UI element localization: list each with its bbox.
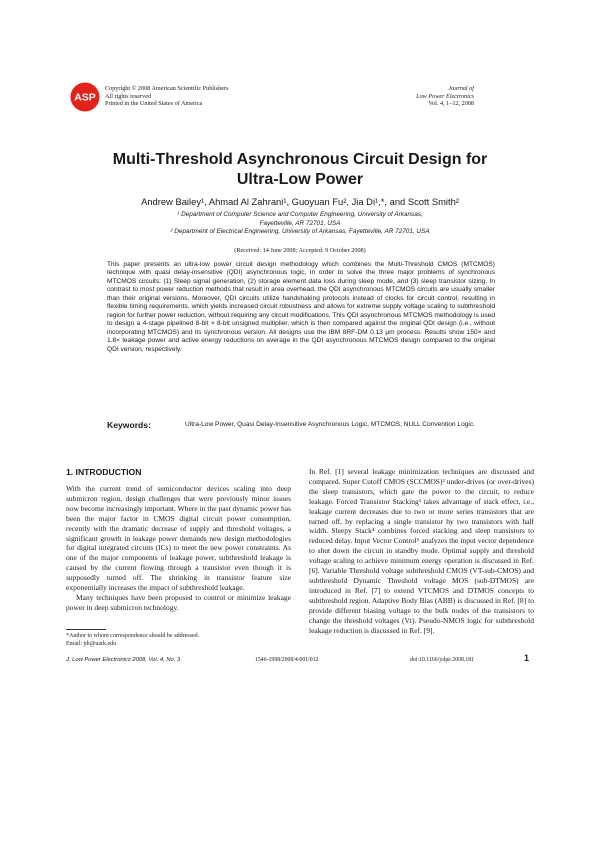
footer-issn: 1546-1998/2008/4/001/012 (255, 657, 319, 663)
affiliation-1: ¹ Department of Computer Science and Computer Engineering, University of Arkansas, (177, 211, 423, 218)
intro-paragraph-1: With the current trend of semiconductor devices scaling into deep submicron region, design challenges that were previously minor issues now become increasingly important. Where in the past dynamic power has been the major factor in CMOS digital circuit power consumption, recently with the dramatic decrease of supply and threshold voltages, a significant growth in leakage power demands new design methodologies for digital integrated circuits (ICs) to meet the new power constraints. As one of the major components of leakage power, subthreshold leakage is caused by the current flowing through a transistor even though it is supposedly turned off. The shrinking in transistor feature size exponentially increases the impact of subthreshold leakage. (66, 484, 291, 593)
paper-title (60, 150, 540, 190)
footnote (66, 633, 199, 648)
copyright-line: Copyright © 2008 American Scientific Publishers (105, 85, 229, 92)
asp-logo (70, 82, 100, 112)
title-line-2: Ultra-Low Power (236, 171, 364, 188)
volume-line: Vol. 4, 1–12, 2008 (428, 100, 474, 108)
authors: Andrew Bailey¹, Ahmad Al Zahrani¹, Guoyuan Fu², Jia Di¹,*, and Scott Smith² (141, 196, 459, 207)
footer-doi: doi:10.1166/jolpe.2008.181 (410, 657, 475, 663)
footnote-author: *Author to whom correspondence should be addressed. (66, 633, 200, 639)
footer-journal: J. Low Power Electronics 2008, Vol. 4, No. 3 (66, 657, 181, 663)
rights-line: All rights reserved (105, 92, 152, 100)
journal-info (416, 85, 474, 108)
intro-paragraph-3: In Ref. [1] several leakage minimization techniques are discussed and compared. Super Cutoff CMOS (SCCMOS)² under-drives (or over-drives) the sleep transistors, which gate the power to the circuit, to reduce leakage. Forced Transistor Stacking³ takes advantage of stack effect, i.e., leakage current decreases due to two or more series transistors that are turned off, by replacing a single transistor by two transistors with half width. Sleepy Stack⁴ combines forced stacking and sleep transistors to reduced delay. Input Vector Control⁵ analyzes the input vector dependence to shut down the circuit in standby mode. Optimal supply and threshold voltage scaling to achieve minimum energy operation is discussed in Ref. [6]. Variable Threshold voltage subthreshold CMOS (VT-sub-CMOS) and subthreshold Dynamic Threshold voltage MOS (sub-DTMOS) are introduced in Ref. [7] to extend VTCMOS and DTMOS concepts to subthreshold region. Adaptive Body Bias (ABB) is discussed in Ref. [8] to provide different biasing voltage to the bulk nodes of the transistors to change the threshold voltages (Vt). Pseudo-NMOS logic for subthreshold leakage reduction is discussed in Ref. [9]. (309, 467, 534, 635)
affiliation-2: ² Department of Electrical Engineering, University of Arkansas, Fayetteville, AR 72701, USA (170, 228, 430, 236)
logo-text: ASP (74, 91, 96, 104)
abstract: This paper presents an ultra-low power circuit design methodology which combines the Multi-Threshold CMOS (MTCMOS) technique with quasi delay-insensitive (QDI) asynchronous logic, in order to solve the three major problems of synchronous MTCMOS circuits: (1) Sleep signal generation, (2) storage element data loss during sleep mode, and (3) sleep transistor sizing. In contrast to most power reduction methods that result in area overhead, the QDI asynchronous MTCMOS circuits are usually smaller than their original versions. Moreover, QDI circuits utilize handshaking protocols instead of clocks for circuit control, resulting in flexible timing requirements, which yields increased circuit robustness and allows for extreme supply voltage scaling to subthreshold region for further power reduction, without requiring any circuit modifications. This QDI asynchronous MTCMOS methodology is used to design a 4-stage pipelined 8-bit × 8-bit unsigned multiplier, which is then compared against the original QDI design (i.e., without incorporating MTCMOS) and its synchronous version. All designs use the IBM 8RF-DM 0.13 μm process. Results show 150× and 1.8× leakage power and active energy reductions on average in the QDI asynchronous MTCMOS design compared to the original QDI version, respectively. (107, 261, 495, 353)
intro-paragraph-2: Many techniques have been proposed to control or minimize leakage power in deep submicron technology. (66, 592, 291, 612)
title-line-1: Multi-Threshold Asynchronous Circuit Design for (112, 151, 488, 168)
footnote-rule (66, 629, 106, 630)
left-column (66, 484, 291, 613)
received-dates: (Received: 14 June 2008; Accepted: 9 October 2008) (234, 247, 366, 254)
printed-line: Printed in the United States of America (105, 100, 203, 108)
page-number: 1 (524, 653, 530, 663)
affiliation-1-city: Fayetteville, AR 72701, USA (259, 219, 341, 227)
right-column (309, 467, 534, 635)
journal-of-line: Journal of (448, 85, 474, 92)
keywords-label: Keywords: (107, 420, 151, 430)
keywords: Ultra-Low Power, Quasi Delay-Insensitive Asynchronous Logic, MTCMOS, NULL Convention Logic. (185, 421, 476, 428)
section-heading: 1. INTRODUCTION (66, 467, 142, 477)
footnote-email: Email: jdi@uark.edu (66, 640, 117, 647)
publisher-info (105, 85, 228, 108)
journal-name: Low Power Electronics (416, 92, 474, 100)
affiliations (60, 211, 540, 237)
